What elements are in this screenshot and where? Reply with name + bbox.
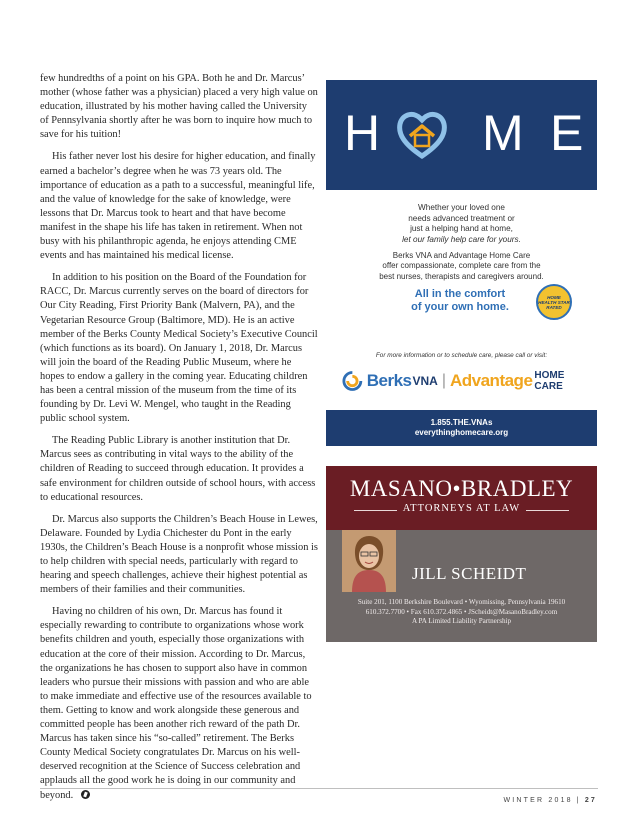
slogan-line: of your own home. (411, 301, 509, 313)
tagline-line: Whether your loved one (418, 203, 505, 212)
firm-subtitle (326, 503, 597, 514)
home-letter-e: E (550, 105, 584, 161)
footer-separator: | (576, 797, 581, 804)
portrait-image (342, 530, 396, 592)
page-number: 27 (584, 797, 597, 804)
firm-name: MASANO•BRADLEY (349, 476, 574, 501)
phone-number: 1.855.THE.VNAs (430, 418, 493, 427)
article-paragraph: few hundredths of a point on his GPA. Both he and Dr. Marcus’ mother (whose father was a physician) placed a very high value on education, illustrated by his mother having called the University of Pennsylvania shortly after he was born to inquire how much to save for his tuition! (40, 73, 318, 141)
firm-address (326, 598, 597, 627)
masano-bradley-advertisement[interactable] (326, 466, 597, 642)
home-contact-bar (326, 410, 597, 446)
badge-line: HOME (547, 294, 561, 300)
article-paragraph: His father never lost his desire for higher education, and finally earned a bachelor’s degree when he was 73 years old. The importance of education as a path to a successful, meaningful life, and the value of knowledge for the sake of knowledge, were lessons that Dr. Marcus took to heart and that have become manifest in the shape his life has taken in retirement. When not busy with his philanthropic agenda, he enjoys attending CME events and has maintained his medical license. (40, 151, 316, 262)
logo-homecare: HOME CARE (534, 370, 565, 392)
issue-label: WINTER 2018 (503, 797, 573, 804)
logo-advantage: Advantage (449, 371, 533, 390)
address-line: 610.372.7700 • Fax 610.372.4865 • JScheidt@MasanoBradley.com (365, 607, 558, 616)
slogan-line: All in the comfort (414, 288, 506, 300)
attorney-name: JILL SCHEIDT (412, 564, 527, 583)
address-line: Suite 201, 1100 Berkshire Boulevard • Wyomissing, Pennsylvania 19610 (357, 598, 566, 606)
tagline-line: let our family help care for yours. (402, 234, 521, 244)
berks-vna-advertisement[interactable] (326, 80, 597, 446)
logo-vna: VNA (412, 374, 438, 388)
badge-line: HEALTH STAR (538, 299, 570, 305)
logo-berks: Berks (366, 371, 412, 390)
home-banner (326, 80, 597, 190)
attorney-photo (342, 530, 396, 592)
attorneys-at-law: ATTORNEYS AT LAW (397, 503, 526, 514)
footer-divider (40, 788, 598, 789)
tagline-line: needs advanced treatment or (408, 213, 515, 223)
tagline-line: just a helping hand at home, (410, 224, 513, 234)
website-link[interactable]: everythinghomecare.org (414, 428, 509, 437)
home-tagline (326, 203, 597, 245)
info-prompt: For more information or to schedule care, please call or visit: (375, 352, 548, 359)
description-line: Berks VNA and Advantage Home Care (392, 251, 531, 260)
home-letter-h: H (344, 105, 381, 161)
article-last-paragraph (40, 605, 318, 802)
page-footer (503, 797, 597, 804)
article-paragraph-text: Having no children of his own, Dr. Marcus has found it especially rewarding to contribute to organizations whose work benefits children and youth, especially those organizations with education at the core of their mission. According to Dr. Marcus, the organizations he has chosen to support also have in common leaders who pursue their missions with passion and who are able to make immediate and effective use of the resources available to them. Getting to know and work alongside these generous and committed people has been another rich reward of the path Dr. Marcus has taken since his “so-called” retirement. The Berks County Medical Society congratulates Dr. Marcus on his well-deserved recognition at the Science of Success celebration and applauds all the good work he is doing in our community and beyond. (40, 606, 312, 801)
comfort-slogan (390, 288, 530, 314)
home-letter-m: M (482, 105, 524, 161)
heart-house-icon (394, 106, 450, 162)
article-paragraph: The Reading Public Library is another institution that Dr. Marcus sees as contributing in vital ways to the ability of the children of Reading to succeed through education. It provides a safe environment for children outside of school hours, with access to educational resources. (40, 435, 316, 503)
swirl-logo-icon (342, 370, 363, 392)
description-line: best nurses, therapists and caregivers around. (379, 271, 544, 281)
article-paragraph: Dr. Marcus also supports the Children’s Beach House in Lewes, Delaware. Founded by Lydia Chichester du Pont in the early 1930s, the Children’s Beach House is a nonprofit whose mission is to help children with special needs, particularly with regard to hearing and speech challenges, achieve their highest potential as members of their families and their communities. (40, 513, 318, 596)
logo-separator: | (441, 372, 446, 389)
article-paragraph: In addition to his position on the Board of the Foundation for RACC, Dr. Marcus currently serves on the board of directors for Our City Reading, First Priority Bank (Malvern, PA), and the Vegetarian Resource Group (Baltimore, MD). He is an active member of the Berks County Medical Society’s Executive Council (which functions as its board). On January 1, 2018, Dr. Marcus will join the board of the Reading Public Museum, where he hopes to endow a gallery in the coming year. Educating children has been a central mission of the museum from the time of its founding by Dr. Levi W. Mengel, who taught in the Reading public school system. (40, 272, 318, 425)
address-line: A PA Limited Liability Partnership (411, 617, 512, 626)
end-of-article-icon (81, 790, 90, 799)
description-line: offer compassionate, complete care from the (382, 261, 541, 271)
badge-line: RATED (546, 304, 562, 310)
berks-advantage-logo (342, 368, 592, 394)
article-column (40, 72, 318, 811)
home-description (326, 251, 597, 282)
health-star-badge (536, 284, 572, 320)
